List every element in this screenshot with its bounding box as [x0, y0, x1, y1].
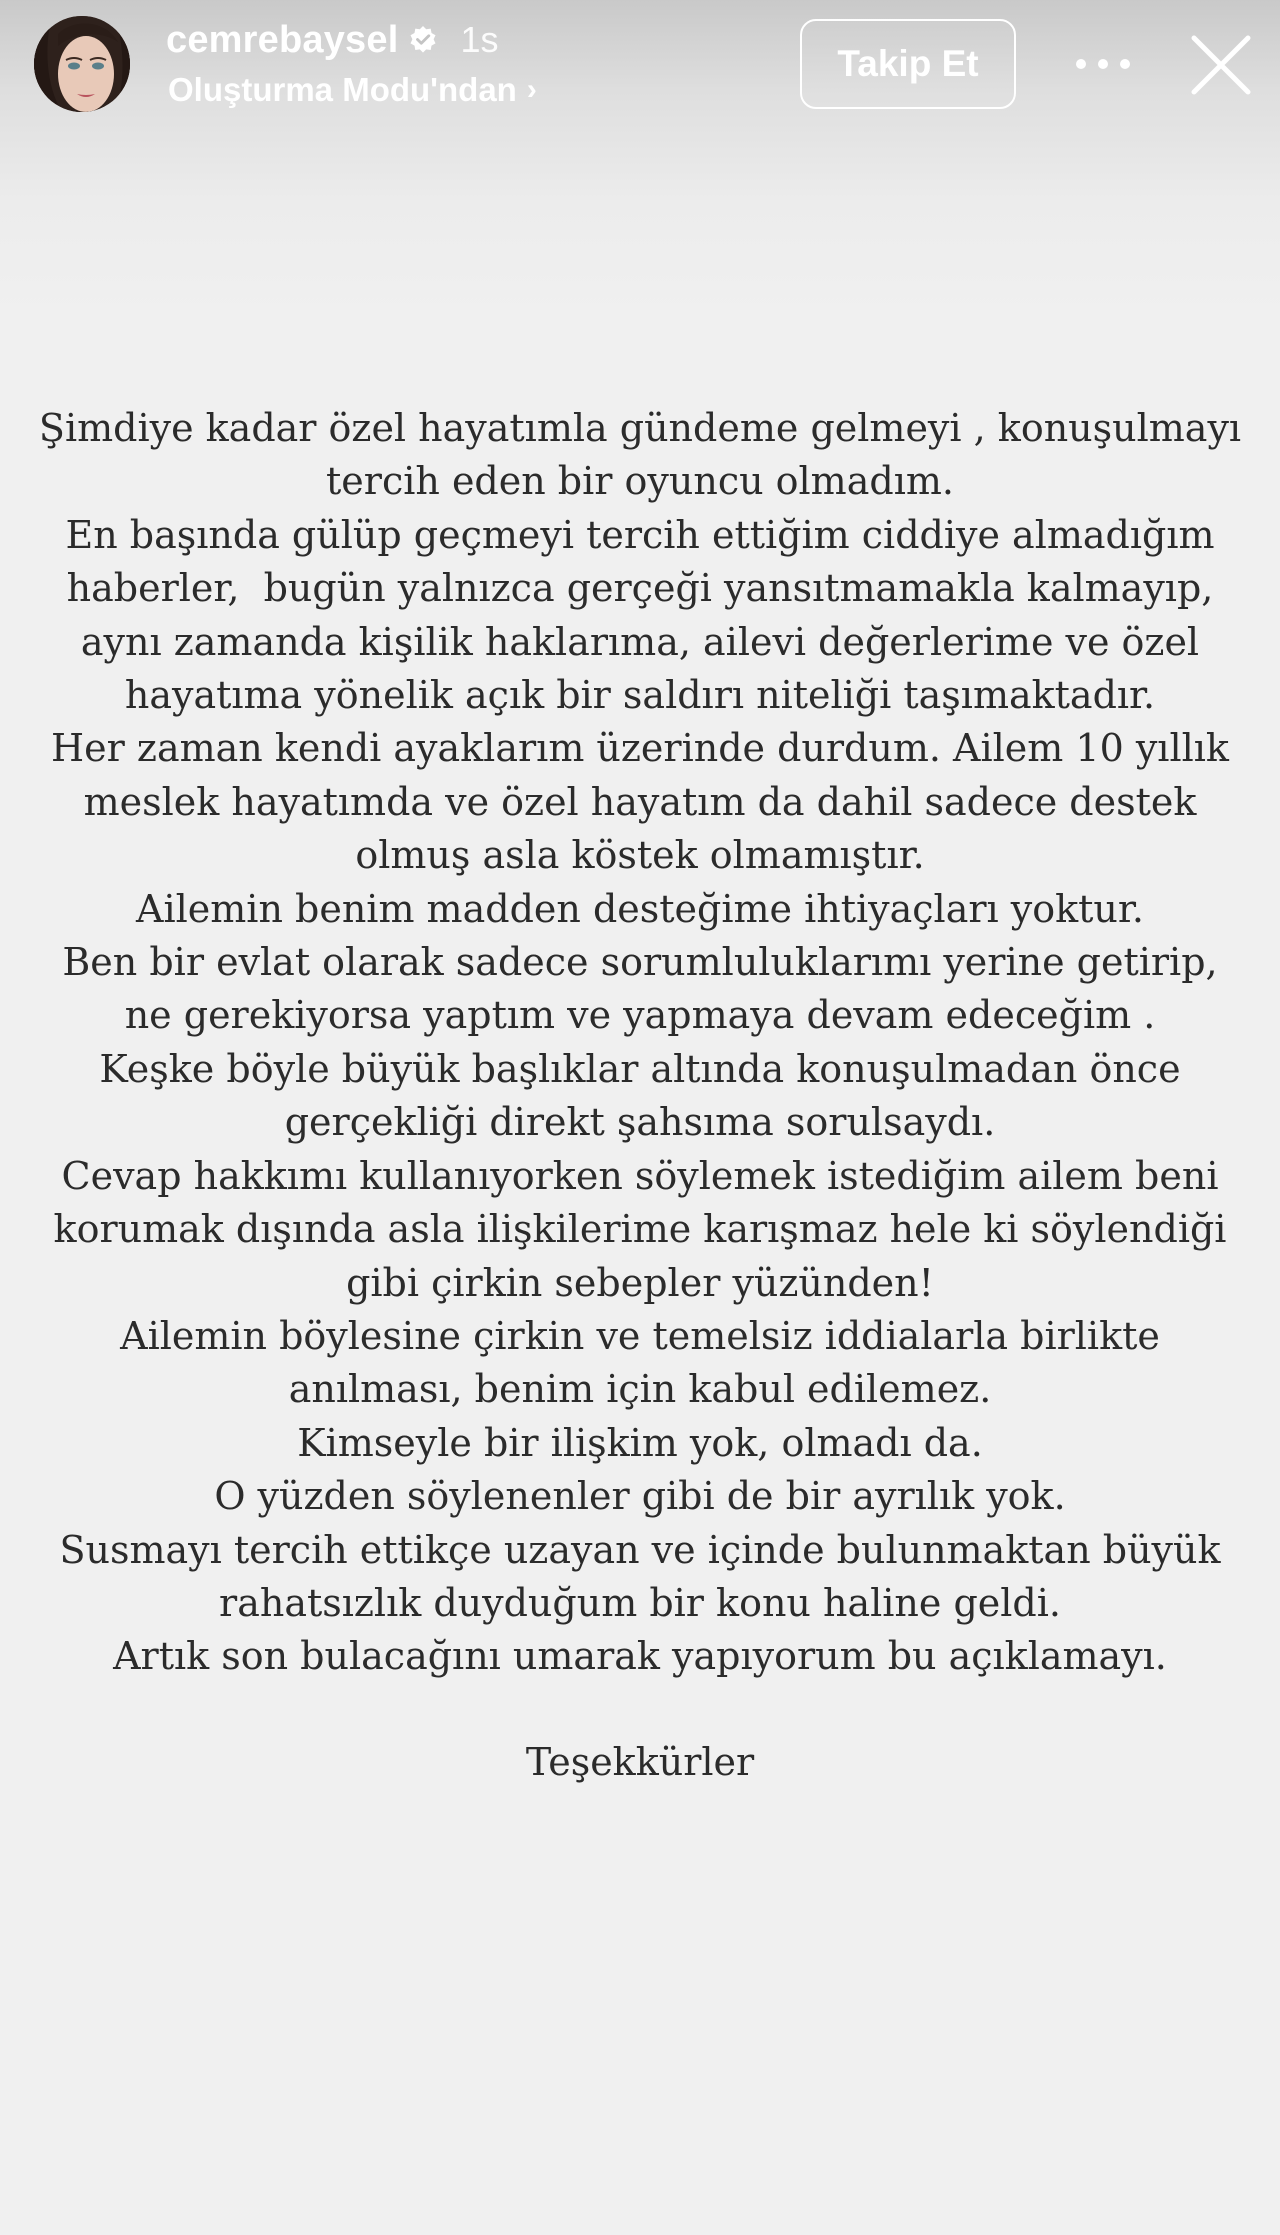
- statement-line: Şimdiye kadar özel hayatımla gündeme gelmeyi , konuşulmayı: [38, 406, 1242, 450]
- avatar[interactable]: [34, 16, 130, 112]
- statement-line: Ailemin benim madden desteğime ihtiyaçları yoktur.: [136, 886, 1144, 931]
- statement-line: ne gerekiyorsa yaptım ve yapmaya devam edeceğim .: [124, 993, 1156, 1038]
- statement-line: Her zaman kendi ayaklarım üzerinde durdum. Ailem 10 yıllık: [51, 726, 1229, 771]
- verified-badge-icon: [408, 25, 438, 55]
- statement-line: Cevap hakkımı kullanıyorken söylemek istediğim ailem beni: [61, 1153, 1219, 1198]
- statement-text: [20, 402, 1260, 1684]
- statement-line: gibi çirkin sebepler yüzünden!: [346, 1260, 934, 1305]
- more-dot: [1120, 59, 1130, 69]
- statement-line: tercih eden bir oyuncu olmadım.: [326, 459, 954, 504]
- statement-line: O yüzden söylenenler gibi de bir ayrılık yok.: [214, 1474, 1066, 1519]
- statement-line: rahatsızlık duyduğum bir konu haline geldi.: [219, 1580, 1061, 1625]
- statement-line: aynı zamanda kişilik haklarıma, ailevi değerlerime ve özel: [80, 619, 1200, 664]
- statement-line: gerçekliği direkt şahsıma sorulsaydı.: [284, 1100, 996, 1145]
- more-dot: [1098, 59, 1108, 69]
- close-icon[interactable]: [1190, 34, 1252, 96]
- chevron-right-icon: ›: [526, 73, 537, 106]
- avatar-image: [34, 16, 130, 112]
- statement-line: En başında gülüp geçmeyi tercih ettiğim ciddiye almadığım: [65, 512, 1215, 557]
- creation-mode-label: Oluşturma Modu'ndan: [168, 71, 517, 108]
- statement-line: Artık son bulacağını umarak yapıyorum bu açıklamayı.: [113, 1634, 1167, 1679]
- statement-line: korumak dışında asla ilişkilerime karışmaz hele ki söylendiği: [53, 1207, 1227, 1252]
- statement-line: Kimseyle bir ilişkim yok, olmadı da.: [297, 1420, 983, 1465]
- statement-line: olmuş asla köstek olmamıştır.: [355, 833, 925, 878]
- statement-line: Ailemin böylesine çirkin ve temelsiz iddialarla birlikte: [120, 1313, 1160, 1358]
- more-icon[interactable]: [1076, 44, 1130, 84]
- username[interactable]: cemrebaysel: [166, 18, 399, 61]
- statement-line: Susmayı tercih ettikçe uzayan ve içinde bulunmaktan büyük: [59, 1527, 1221, 1572]
- story-time: 1s: [460, 19, 499, 60]
- username-row: [166, 18, 499, 62]
- story-header: [0, 0, 1280, 140]
- statement-line: haberler, bugün yalnızca gerçeği yansıtmamakla kalmayıp,: [66, 566, 1214, 611]
- creation-mode-link[interactable]: [168, 70, 537, 110]
- statement-line: Keşke böyle büyük başlıklar altında konuşulmadan önce: [99, 1046, 1181, 1091]
- statement-line: Ben bir evlat olarak sadece sorumluluklarımı yerine getirip,: [62, 940, 1218, 985]
- follow-button[interactable]: Takip Et: [800, 19, 1016, 109]
- more-dot: [1076, 59, 1086, 69]
- statement-line: anılması, benim için kabul edilemez.: [288, 1367, 992, 1412]
- statement-line: meslek hayatımda ve özel hayatım da dahil sadece destek: [83, 779, 1197, 824]
- signoff-text: Teşekkürler: [525, 1740, 755, 1784]
- statement-line: hayatıma yönelik açık bir saldırı niteliği taşımaktadır.: [124, 673, 1156, 718]
